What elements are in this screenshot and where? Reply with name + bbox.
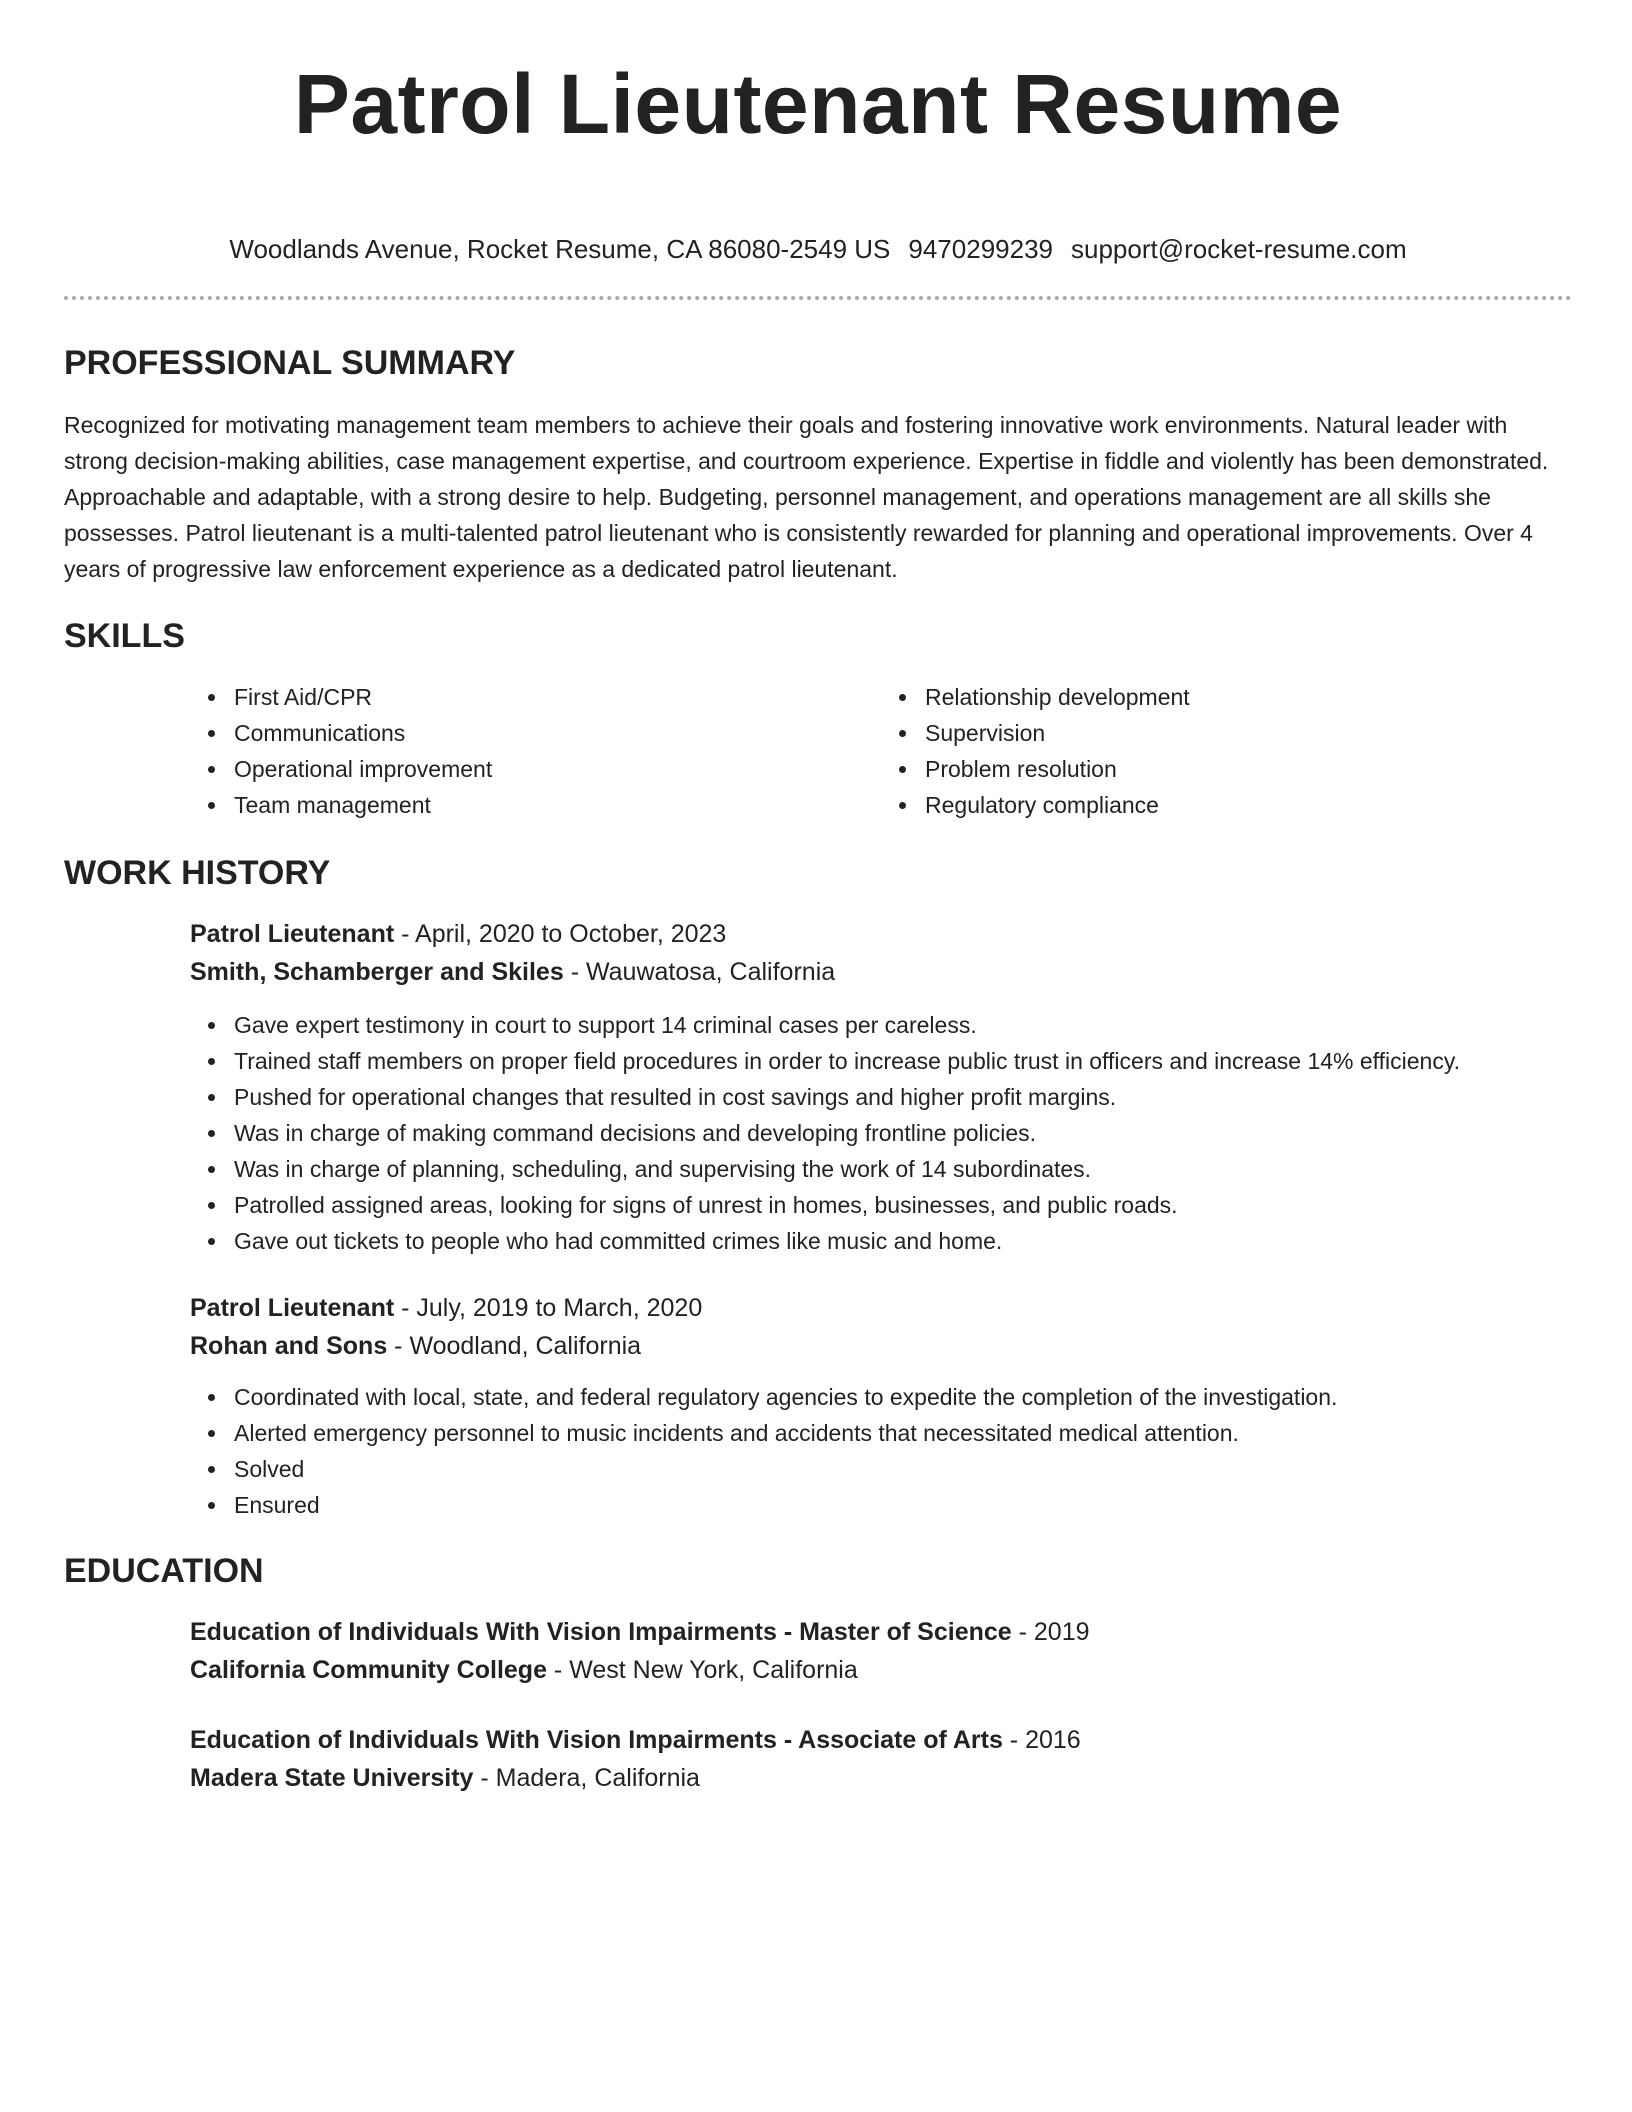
education-entry	[190, 1721, 1572, 1797]
job-title: Patrol Lieutenant	[190, 1294, 395, 1322]
header-divider	[64, 296, 1572, 300]
contact-address: Woodlands Avenue, Rocket Resume, CA 86080-2549 US	[229, 234, 891, 264]
summary-heading: PROFESSIONAL SUMMARY	[64, 344, 516, 382]
summary-text: Recognized for motivating management team members to achieve their goals and fostering innovative work environments. Natural leader with strong decision-making abilities, case management expertise, and courtroom experience. Expertise in fiddle and violently has been demonstrated. Approachable and adaptable, with a strong desire to help. Budgeting, personnel management, and operations management are all skills she possesses. Patrol lieutenant is a multi-talented patrol lieutenant who is consistently rewarded for planning and operational improvements. Over 4 years of progressive law enforcement experience as a dedicated patrol lieutenant.	[64, 412, 1549, 582]
job-company: Rohan and Sons	[190, 1332, 388, 1360]
work-history-section	[64, 851, 1572, 1523]
job-title: Patrol Lieutenant	[190, 920, 395, 948]
skill-item: Relationship development	[925, 679, 1572, 715]
job-duty-item: Alerted emergency personnel to music incidents and accidents that necessitated medical attention.	[234, 1415, 1572, 1451]
job-duty-item: Solved	[234, 1451, 1572, 1487]
job-duty-item: Coordinated with local, state, and federal regulatory agencies to expedite the completion of the investigation.	[234, 1379, 1572, 1415]
skill-item: Regulatory compliance	[925, 787, 1572, 823]
education-entry	[190, 1613, 1572, 1689]
job-duty-item: Gave expert testimony in court to support 14 criminal cases per careless.	[234, 1007, 1572, 1043]
education-degree-line	[190, 1721, 1572, 1759]
education-year: - 2016	[1002, 1726, 1081, 1754]
education-school-line	[190, 1651, 1572, 1689]
skill-item: Communications	[234, 715, 881, 751]
contact-phone: 9470299239	[908, 234, 1053, 264]
job-duty-item: Was in charge of making command decisions and developing frontline policies.	[234, 1115, 1572, 1151]
skills-section	[64, 614, 1572, 823]
summary-section	[64, 341, 1572, 587]
education-degree: Education of Individuals With Vision Impairments - Associate of Arts	[190, 1726, 1003, 1754]
contact-email: support@rocket-resume.com	[1071, 234, 1407, 264]
page-title: Patrol Lieutenant Resume	[293, 57, 1343, 151]
job-duty-item: Gave out tickets to people who had committed crimes like music and home.	[234, 1223, 1572, 1259]
education-school-line	[190, 1759, 1572, 1797]
job-title-line	[190, 915, 1572, 953]
education-degree: Education of Individuals With Vision Impairments - Master of Science	[190, 1618, 1012, 1646]
skills-column-right	[881, 679, 1572, 823]
skill-item: First Aid/CPR	[234, 679, 881, 715]
job-location: - Woodland, California	[387, 1332, 642, 1360]
skill-item: Operational improvement	[234, 751, 881, 787]
skills-heading: SKILLS	[64, 617, 185, 655]
job-duty-item: Ensured	[234, 1487, 1572, 1523]
education-location: - Madera, California	[473, 1764, 700, 1792]
job-title-line	[190, 1289, 1572, 1327]
job-duty-item: Trained staff members on proper field procedures in order to increase public trust in officers and increase 14% efficiency.	[234, 1043, 1572, 1079]
job-company: Smith, Schamberger and Skiles	[190, 958, 564, 986]
skills-list	[190, 679, 1572, 823]
job-company-line	[190, 953, 1572, 991]
job-duty-item: Patrolled assigned areas, looking for signs of unrest in homes, businesses, and public roads.	[234, 1187, 1572, 1223]
education-heading: EDUCATION	[64, 1552, 264, 1590]
skill-item: Problem resolution	[925, 751, 1572, 787]
job-duties	[190, 1379, 1572, 1523]
job-dates: - April, 2020 to October, 2023	[394, 920, 727, 948]
skills-column-left	[190, 679, 881, 823]
education-school: California Community College	[190, 1656, 547, 1684]
education-location: - West New York, California	[546, 1656, 858, 1684]
skill-item: Team management	[234, 787, 881, 823]
job-company-line	[190, 1327, 1572, 1365]
job-duties	[190, 1007, 1572, 1259]
contact-info	[64, 232, 1572, 266]
resume-page	[64, 0, 1572, 1797]
skill-item: Supervision	[925, 715, 1572, 751]
job-location: - Wauwatosa, California	[563, 958, 836, 986]
job-duty-item: Was in charge of planning, scheduling, and supervising the work of 14 subordinates.	[234, 1151, 1572, 1187]
job-entry	[190, 915, 1572, 1259]
job-duty-item: Pushed for operational changes that resulted in cost savings and higher profit margins.	[234, 1079, 1572, 1115]
education-school: Madera State University	[190, 1764, 474, 1792]
education-section	[64, 1549, 1572, 1797]
education-year: - 2019	[1011, 1618, 1090, 1646]
job-dates: - July, 2019 to March, 2020	[394, 1294, 703, 1322]
job-entry	[190, 1289, 1572, 1523]
work-history-heading: WORK HISTORY	[64, 854, 331, 892]
education-degree-line	[190, 1613, 1572, 1651]
